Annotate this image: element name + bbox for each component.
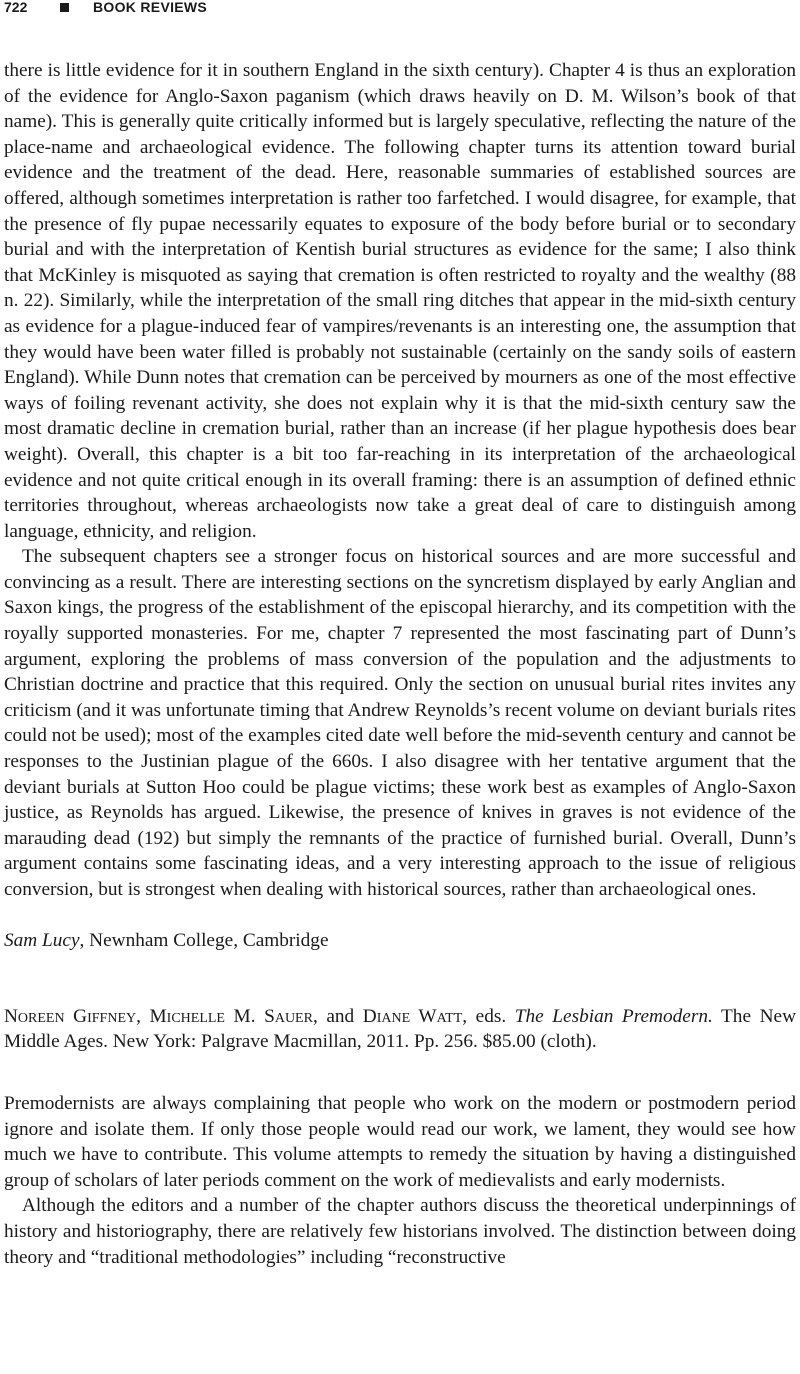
book-title: The Lesbian Premodern. [514,1005,713,1027]
editor-name: Diane Watt [362,1005,463,1027]
editor-name: Noreen Giffney [4,1005,137,1027]
review2-paragraph-1: Premodernists are always complaining that people who work on the modern or postmodern period ignore and isolate them. If only those people would read our work, we lament, they would see how much we have to contribute. This volume attempts to remedy the situation by having a distinguished group of scholars of later periods comment on the work of medievalists and early modernists. [4,1092,796,1191]
reviewer-name: Sam Lucy [4,930,80,952]
section-title: BOOK REVIEWS [93,0,208,15]
review1-paragraph-2: The subsequent chapters see a stronger focus on historical sources and are more successful and convincing as a result. There are interesting sections on the syncretism displayed by early Anglian and Saxon kings, the progress of the establishment of the episcopal hierarchy, and its competition with the royally supported monasteries. For me, chapter 7 represented the most fascinating part of Dunn’s argument, exploring the problems of mass conversion of the population and the adjustments to Christian doctrine and practice that this required. Only the section on unusual burial rites invites any criticism (and it was unfortunate timing that Andrew Reynolds’s recent volume on deviant burials rites could not be used); most of the examples cited date well before the mid-seventh century and cannot be responses to the Justinian plague of the 660s. I also disagree with her tentative argument that the deviant burials at Sutton Hoo could be plague victims; these work best as examples of Anglo-Saxon justice, as Reynolds has argued. Likewise, the presence of knives in graves is not evidence of the marauding dead (192) but simply the remnants of the practice of furnished burial. Overall, Dunn’s argument contains some fascinating ideas, and a very interesting approach to the issue of religious conversion, but is strongest when dealing with historical sources, rather than archaeological ones. [4,546,796,900]
running-head [0,0,800,20]
citation-separator: , and [312,1005,363,1027]
review2-paragraph-2: Although the editors and a number of the chapter authors discuss the theoretical underpinnings of history and historiography, there are relatively few historians involved. The distinction between doing theory and “traditional methodologies” including “reconstructive [4,1195,796,1268]
reviewer-affiliation: , Newnham College, Cambridge [79,930,329,952]
page-number: 722 [4,0,28,15]
publication-details: The New Middle Ages. New York: Palgrave Macmillan, 2011. Pp. 256. $85.00 (cloth). [4,1005,797,1053]
page-content [4,58,796,1270]
review1-paragraph-1: there is little evidence for it in southern England in the sixth century). Chapter 4 is thus an exploration of the evidence for Anglo-Saxon paganism (which draws heavily on D. M. Wilson’s book of that name). This is generally quite critically informed but is largely speculative, reflecting the nature of the place-name and archaeological evidence. The following chapter turns its attention toward burial evidence and the treatment of the dead. Here, reasonable summaries of established sources are offered, although sometimes interpretation is rather too farfetched. I would disagree, for example, that the presence of fly pupae necessarily equates to exposure of the body before burial or to secondary burial and with the interpretation of Kentish burial structures as evidence for the same; I also think that McKinley is misquoted as saying that cremation is often restricted to royalty and the wealthy (88 n. 22). Similarly, while the interpretation of the small ring ditches that appear in the mid-sixth century as evidence for a plague-induced fear of vampires/revenants is an interesting one, the assumption that they would have been water filled is probably not sustainable (certainly on the sandy soils of eastern England). While Dunn notes that cremation can be perceived by mourners as one of the most effective ways of foiling revenant activity, she does not explain why it is that the mid-sixth century saw the most dramatic decline in cremation burial, rather than an increase (if her plague hypothesis does bear weight). Overall, this chapter is a bit too far-reaching in its interpretation of the archaeological evidence and not quite critical enough in its overall framing: there is an assumption of defined ethnic territories throughout, whereas archaeologists now take a great deal of care to distinguish among language, ethnicity, and religion. [4,60,796,542]
citation-eds: , eds. [462,1005,515,1027]
square-bullet-icon [60,3,69,12]
citation-separator: , [136,1005,150,1027]
reviewer-signature [4,928,796,954]
book-citation [4,1004,796,1055]
editor-name: Michelle M. Sauer [149,1005,313,1027]
